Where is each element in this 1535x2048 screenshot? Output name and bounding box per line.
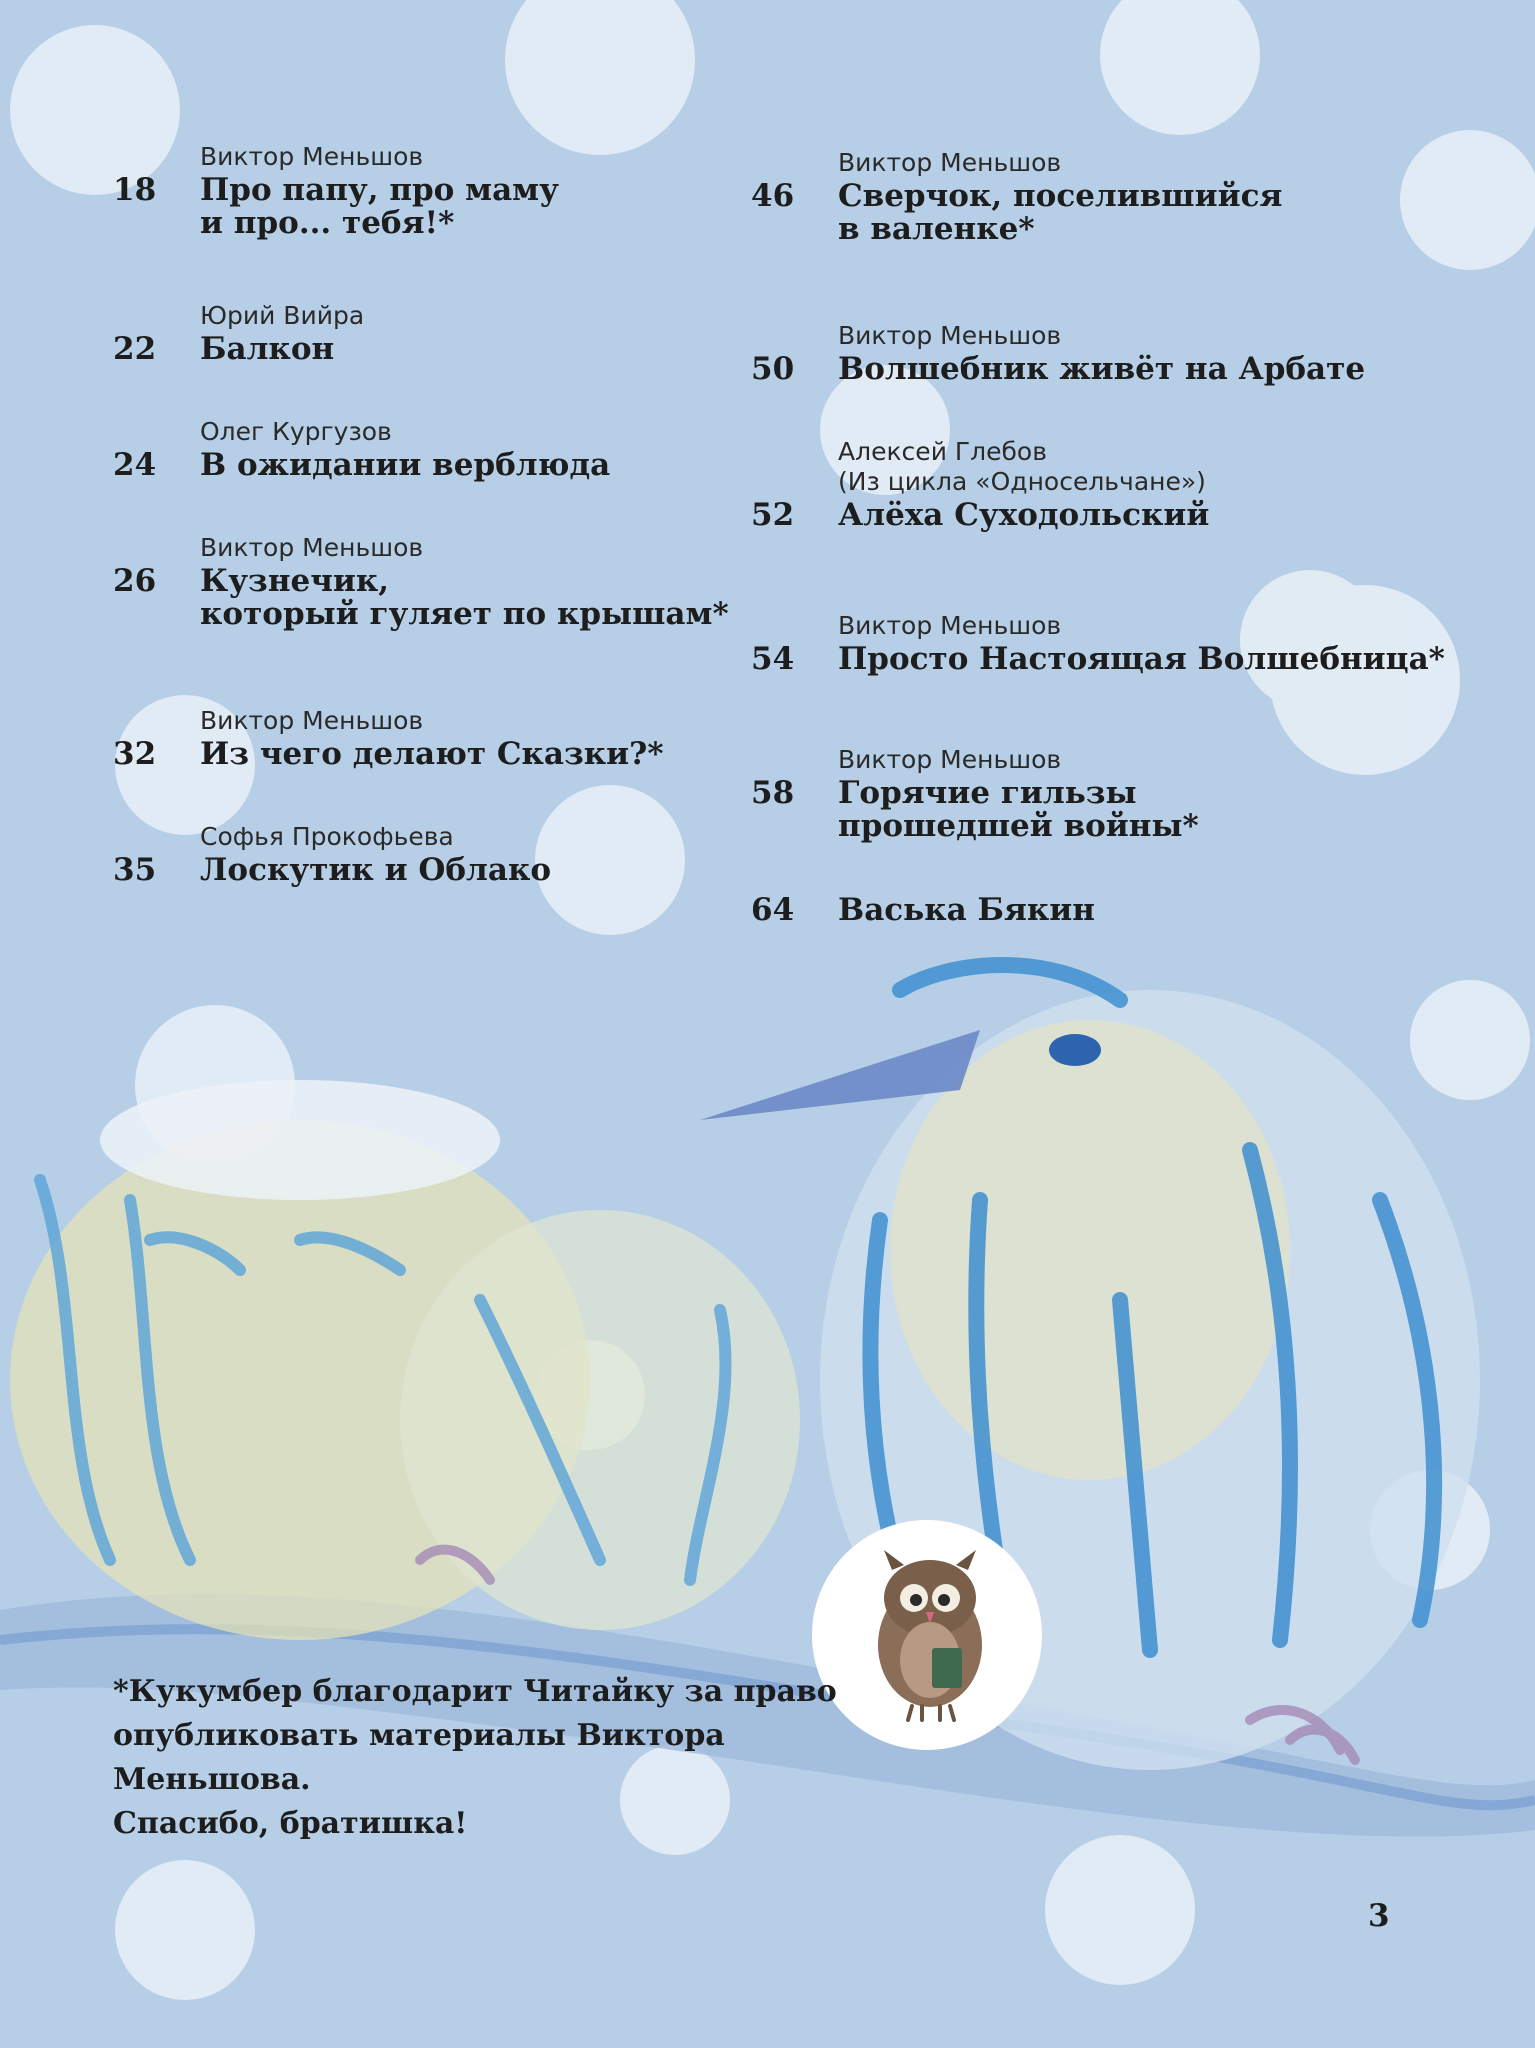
entry-title: Васька Бякин	[838, 892, 1095, 928]
toc-entry-22[interactable]	[113, 301, 364, 366]
toc-entry-35[interactable]	[113, 822, 551, 887]
entry-title: Из чего делают Сказки?*	[200, 736, 664, 772]
entry-author: Виктор Меньшов	[200, 142, 424, 171]
entry-page-number: 46	[751, 178, 795, 214]
entry-author: Виктор Меньшов	[838, 148, 1062, 177]
entry-author: Виктор Меньшов	[200, 533, 424, 562]
entry-author: Юрий Вийра	[200, 301, 365, 330]
entry-title: Балкон	[200, 331, 335, 367]
footnote: *Кукумбер благодарит Читайку за право опубликовать материалы Виктора Меньшова. Спасибо, братишка!	[113, 1674, 837, 1841]
entry-title: Алёха Суходольский	[838, 497, 1210, 533]
toc-entry-64[interactable]	[751, 892, 1095, 927]
toc-entry-18[interactable]	[113, 142, 559, 240]
entry-page-number: 18	[113, 172, 157, 208]
entry-author: Алексей Глебов (Из цикла «Односельчане»)	[838, 437, 1206, 496]
entry-title: Кузнечик, который гуляет по крышам*	[200, 563, 729, 632]
page-number: 3	[1368, 1898, 1390, 1934]
entry-title: Лоскутик и Облако	[200, 852, 552, 888]
entry-title: Про папу, про маму и про... тебя!*	[200, 172, 559, 241]
entry-page-number: 26	[113, 563, 157, 599]
entry-page-number: 52	[751, 497, 795, 533]
entry-page-number: 24	[113, 447, 157, 483]
entry-page-number: 64	[751, 892, 795, 928]
entry-page-number: 35	[113, 852, 157, 888]
entry-page-number: 50	[751, 351, 795, 387]
entry-page-number: 54	[751, 641, 795, 677]
entry-author: Виктор Меньшов	[838, 321, 1062, 350]
entry-author: Софья Прокофьева	[200, 822, 454, 851]
entry-title: Волшебник живёт на Арбате	[838, 351, 1366, 387]
toc-entry-52[interactable]	[751, 437, 1209, 532]
entry-page-number: 22	[113, 331, 157, 367]
entry-author: Олег Кургузов	[200, 417, 392, 446]
entry-title: В ожидании верблюда	[200, 447, 611, 483]
entry-author: Виктор Меньшов	[200, 706, 424, 735]
entry-author: Виктор Меньшов	[838, 611, 1062, 640]
entry-title: Горячие гильзы прошедшей войны*	[838, 775, 1199, 844]
entry-author: Виктор Меньшов	[838, 745, 1062, 774]
entry-page-number: 58	[751, 775, 795, 811]
entry-page-number: 32	[113, 736, 157, 772]
toc-entry-26[interactable]	[113, 533, 729, 631]
toc-entry-50[interactable]	[751, 321, 1365, 386]
entry-title: Сверчок, поселившийся в валенке*	[838, 178, 1283, 247]
toc-entry-58[interactable]	[751, 745, 1199, 843]
entry-title: Просто Настоящая Волшебница*	[838, 641, 1445, 677]
toc-entry-54[interactable]	[751, 611, 1445, 676]
toc-entry-24[interactable]	[113, 417, 610, 482]
toc-entry-46[interactable]	[751, 148, 1282, 246]
toc-entry-32[interactable]	[113, 706, 664, 771]
